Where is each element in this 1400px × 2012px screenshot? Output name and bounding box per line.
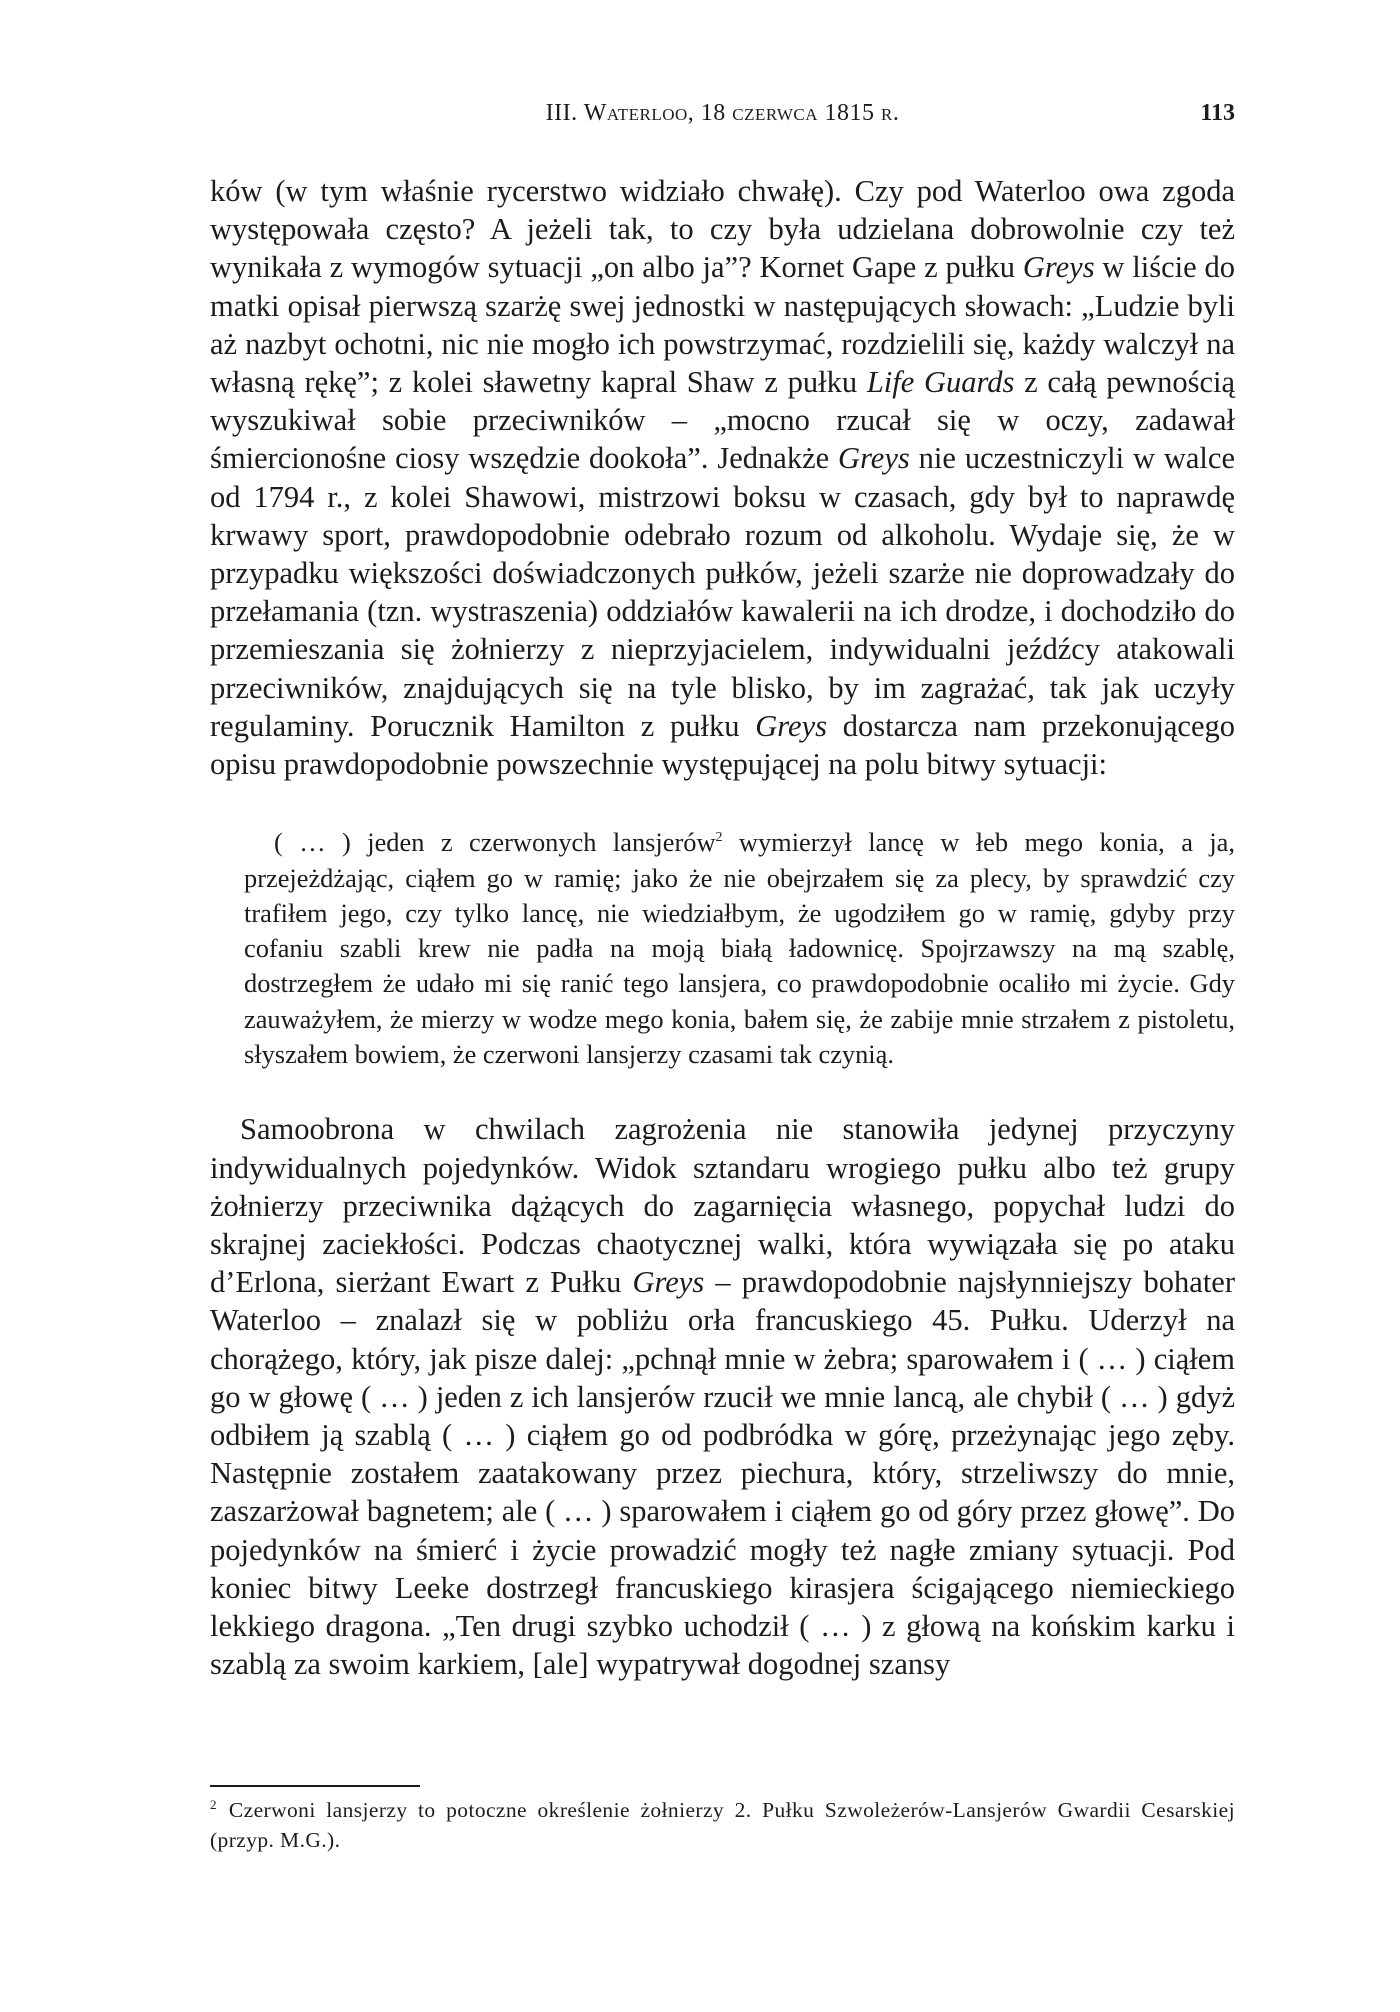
paragraph [210, 1110, 1235, 1683]
footnote [210, 1795, 1235, 1855]
text-run: w liście do matki opisał pierwszą szarżę swej jednostki w następujących słowach: „Ludzie byli aż nazbyt ochotni, nic nie mogło ich powstrzymać, rozdzielili się, każdy walczył na własną rękę”; z kolei sławetny kapral Shaw z pułku [210, 250, 1235, 400]
text-run: – prawdopodobnie najsłynniejszy bohater Waterloo – znalazł się w pobliżu orła francuskiego 45. Pułku. Uderzył na chorążego, który, jak pisze dalej: „pchnął mnie w żebra; sparowałem i ( … ) ciąłem go w głowę ( … ) jeden z ich lansjerów rzucił we mnie lancą, ale chybił ( … ) gdyż odbiłem ją szablą ( … ) ciąłem go od podbródka w górę, przeżynając jego zęby. Następnie zostałem zaatakowany przez piechura, który, strzeliwszy do mnie, zaszarżował bagnetem; ale ( … ) sparowałem i ciąłem go od góry przez głowę”. Do pojedynków na śmierć i życie prowadzić mogły też nagłe zmiany sytuacji. Pod koniec bitwy Leeke dostrzegł francuskiego kirasjera ścigającego niemieckiego lekkiego dragona. „Ten drugi szybko uchodził ( … ) z głową na końskim karku i szablą za swoim karkiem, [ale] wypatrywał dogodnej szansy [210, 1265, 1235, 1682]
paragraph-continuation [210, 172, 1235, 783]
text-run: z całą pewnością wyszukiwał sobie przeciwników – „mocno rzucał się w oczy, zadawał śmiercionośne ciosy wszędzie dookoła”. Jednakże [210, 365, 1235, 476]
main-text [210, 172, 1235, 1683]
block-quote [244, 825, 1235, 1072]
running-head [210, 100, 1235, 140]
italic-run: Greys [1022, 250, 1095, 285]
footnote-ref: 2 [715, 830, 723, 846]
running-title: III. Waterloo, 18 czerwca 1815 r. [545, 100, 900, 126]
italic-run: Life Guards [866, 365, 1015, 400]
text-run: dostarcza nam przekonującego opisu prawdopodobnie powszechnie występującej na polu bitwy sytuacji: [210, 708, 1236, 782]
italic-run: Greys [632, 1265, 705, 1300]
text-run: ków (w tym właśnie rycerstwo widziało chwałę). Czy pod Waterloo owa zgoda występowała często? A jeżeli tak, to czy była udzielana dobrowolnie czy też wynikała z wymogów sytuacji „on albo ja”? Kornet Gape z pułku [210, 174, 1235, 285]
italic-run: Greys [755, 708, 827, 743]
text-run: wymierzył lancę w łeb mego konia, a ja, przejeżdżając, ciąłem go w ramię; jako że nie obejrzałem się za plecy, by sprawdzić czy trafiłem jego, czy tylko lancę, nie wiedziałbym, że ugodziłem go w ramię, gdyby przy cofaniu szabli krew nie padła na moją białą ładownicę. Spojrzawszy na mą szablę, dostrzegłem że udało mi się ranić tego lansjera, co prawdopodobnie ocaliło mi życie. Gdy zauważyłem, że mierzy w wodze mego konia, bałem się, że zabije mnie strzałem z pistoletu, słyszałem bowiem, że czerwoni lansjerzy czasami tak czynią. [244, 827, 1235, 1070]
text-run: Samoobrona w chwilach zagrożenia nie stanowiła jedynej przyczyny indywidualnych pojedynków. Widok sztandaru wrogiego pułku albo też grupy żołnierzy przeciwnika dążących do zagarnięcia własnego, popychał ludzi do skrajnej zaciekłości. Podczas chaotycznej walki, która wywiązała się po ataku d’Erlona, sierżant Ewart z Pułku [210, 1112, 1235, 1300]
footnote-text: Czerwoni lansjerzy to potoczne określenie żołnierzy 2. Pułku Szwoleżerów-Lansjerów Gwardii Cesarskiej (przyp. M.G.). [210, 1798, 1235, 1852]
text-run: nie uczestniczyli w walce od 1794 r., z kolei Shawowi, mistrzowi boksu w czasach, gdy był to naprawdę krwawy sport, prawdopodobnie odebrało rozum od alkoholu. Wydaje się, że w przypadku większości doświadczonych pułków, jeżeli szarże nie doprowadzały do przełamania (tzn. wystraszenia) oddziałów kawalerii na ich drodze, i dochodziło do przemieszania się żołnierzy z nieprzyjacielem, indywidualni jeźdźcy atakowali przeciwników, znajdujących się na tyle blisko, by im zagrażać, tak jak uczyły regulaminy. Porucznik Hamilton z pułku [210, 441, 1235, 743]
block-quote-text [244, 825, 1235, 1072]
footnote-number: 2 [210, 1797, 217, 1812]
page-number: 113 [1200, 100, 1235, 126]
text-run: ( … ) jeden z czerwonych lansjerów [274, 827, 716, 858]
italic-run: Greys [838, 441, 910, 476]
footnote-rule [210, 1785, 420, 1787]
